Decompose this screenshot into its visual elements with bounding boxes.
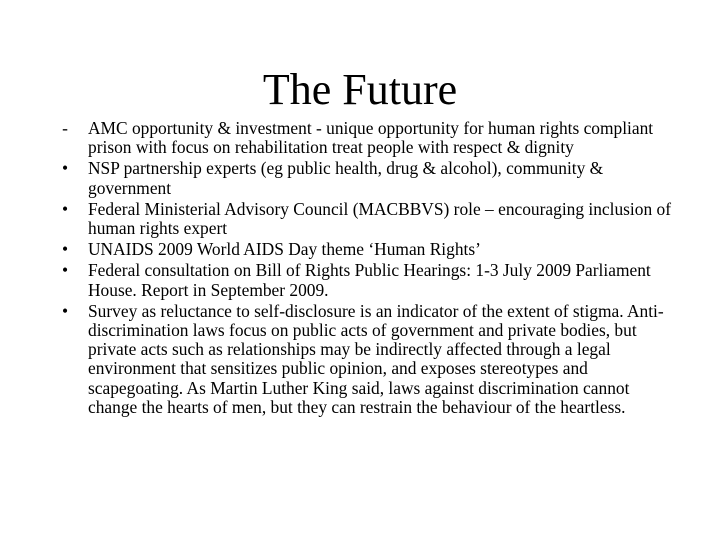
slide-title: The Future — [262, 65, 458, 114]
bullet-dot-icon: • — [61, 300, 69, 321]
bullet-item-amc — [52, 119, 672, 157]
bullet-dot-icon: • — [61, 260, 69, 281]
bullet-dot-icon: • — [61, 158, 69, 179]
bullet-text: Federal Ministerial Advisory Council (MACBBVS) role – encouraging inclusion of human rights expert — [88, 198, 671, 239]
bullet-dot-icon: • — [61, 198, 69, 219]
bullet-item-unaids — [52, 240, 672, 259]
dash-marker: - — [62, 118, 68, 138]
bullet-text: UNAIDS 2009 World AIDS Day theme ‘Human Rights’ — [88, 239, 481, 260]
bullet-list — [52, 119, 672, 419]
bullet-item-survey — [52, 302, 672, 417]
bullet-item-nsp — [52, 159, 672, 197]
bullet-item-bill-of-rights — [52, 261, 672, 299]
bullet-text: NSP partnership experts (eg public health, drug & alcohol), community & government — [88, 158, 604, 198]
bullet-text: Survey as reluctance to self-disclosure is an indicator of the extent of stigma. Anti-discrimination laws focus on public acts of government and private bodies, but private acts such as relationships may be indirectly affected through a legal environment that sensitizes public opinion, and exposes stereotypes and scapegoating. As Martin Luther King said, laws against discrimination cannot change the hearts of men, but they can restrain the behaviour of the heartless. — [88, 300, 664, 417]
bullet-dot-icon: • — [61, 239, 69, 260]
bullet-text: Federal consultation on Bill of Rights Public Hearings: 1-3 July 2009 Parliament House. Report in September 2009. — [88, 260, 651, 300]
bullet-text: AMC opportunity & investment - unique opportunity for human rights compliant prison with focus on rehabilitation treat people with respect & dignity — [88, 118, 654, 158]
bullet-item-macbbvs — [52, 200, 672, 238]
